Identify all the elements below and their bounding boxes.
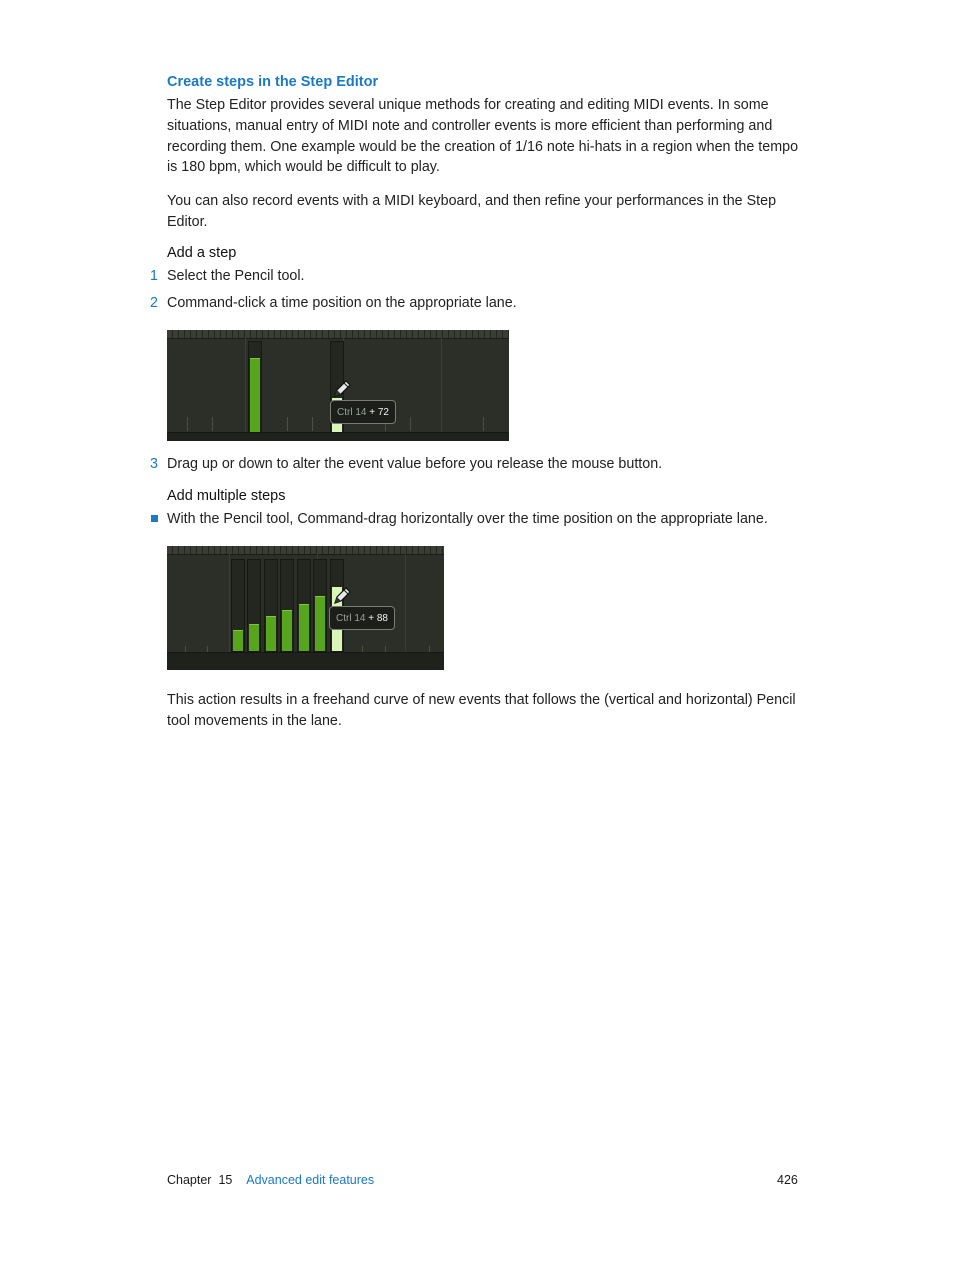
event-lane-slot[interactable]: [297, 559, 311, 652]
footer-chapter-label: Chapter: [167, 1173, 212, 1187]
event-lane-slot[interactable]: [231, 559, 245, 652]
bullet-text: With the Pencil tool, Command-drag horizontally over the time position on the appropriate lane.: [167, 511, 768, 527]
footer-chapter-link[interactable]: Advanced edit features: [246, 1173, 375, 1187]
editor-footer-bar: [167, 432, 509, 441]
tooltip-label: Ctrl 14: [337, 407, 367, 418]
grid-line: [245, 338, 246, 433]
timeline-ruler: [167, 546, 444, 555]
square-bullet-icon: [151, 515, 158, 522]
step-number-1: 1: [150, 268, 158, 284]
grid-tick: [287, 417, 288, 431]
event-lane-slot[interactable]: [247, 559, 261, 652]
grid-tick: [483, 417, 484, 431]
step-text-3: Drag up or down to alter the event value before you release the mouse button.: [167, 456, 663, 472]
value-tooltip: [330, 400, 396, 424]
grid-tick: [212, 417, 213, 431]
grid-line: [405, 554, 406, 662]
section-heading: Create steps in the Step Editor: [167, 74, 379, 90]
tooltip-value: + 88: [368, 613, 388, 624]
step-text-2: Command-click a time position on the appropriate lane.: [167, 295, 517, 311]
value-tooltip: [329, 606, 395, 630]
event-value-bar[interactable]: [282, 610, 292, 651]
event-value-bar[interactable]: [315, 596, 325, 651]
footer-chapter: [167, 1173, 374, 1187]
event-value-bar[interactable]: [233, 630, 243, 651]
event-value-bar[interactable]: [266, 616, 276, 651]
pencil-cursor-icon: [332, 379, 352, 399]
grid-tick: [187, 417, 188, 431]
result-paragraph: This action results in a freehand curve of new events that follows the (vertical and horizontal) Pencil tool movements in the lane.: [167, 692, 796, 729]
grid-tick: [312, 417, 313, 431]
grid-tick: [410, 417, 411, 431]
intro-paragraph-2: You can also record events with a MIDI keyboard, and then refine your performances in the Step Editor.: [167, 193, 777, 230]
tooltip-value: + 72: [369, 407, 389, 418]
grid-line: [441, 338, 442, 433]
event-lane-slot[interactable]: [264, 559, 278, 652]
editor-footer-bar: [167, 652, 444, 670]
step-editor-figure-multiple: [167, 546, 444, 670]
timeline-ruler: [167, 330, 509, 339]
step-text-1: Select the Pencil tool.: [167, 268, 305, 284]
footer-chapter-number: 15: [218, 1173, 233, 1187]
page-number: 426: [777, 1173, 798, 1187]
step-number-2: 2: [150, 295, 158, 311]
event-lane-slot[interactable]: [248, 341, 262, 434]
event-value-bar[interactable]: [299, 604, 309, 651]
add-step-title: Add a step: [167, 245, 237, 261]
event-value-bar[interactable]: [250, 358, 260, 433]
tooltip-label: Ctrl 14: [336, 613, 366, 624]
intro-paragraph: The Step Editor provides several unique methods for creating and editing MIDI events. In some situations, manual entry of MIDI note and controller events is more efficient than performing and recording them. One example would be the creation of 1/16 note hi-hats in a region when the tempo is 180 bpm, which would be difficult to play.: [167, 97, 799, 176]
add-multiple-title: Add multiple steps: [167, 488, 286, 504]
step-number-3: 3: [150, 456, 158, 472]
pencil-cursor-icon: [332, 586, 352, 606]
grid-line: [229, 554, 230, 662]
event-value-bar[interactable]: [249, 624, 259, 651]
event-lane-slot[interactable]: [280, 559, 294, 652]
step-editor-figure-single: [167, 330, 509, 441]
event-lane-slot[interactable]: [313, 559, 327, 652]
